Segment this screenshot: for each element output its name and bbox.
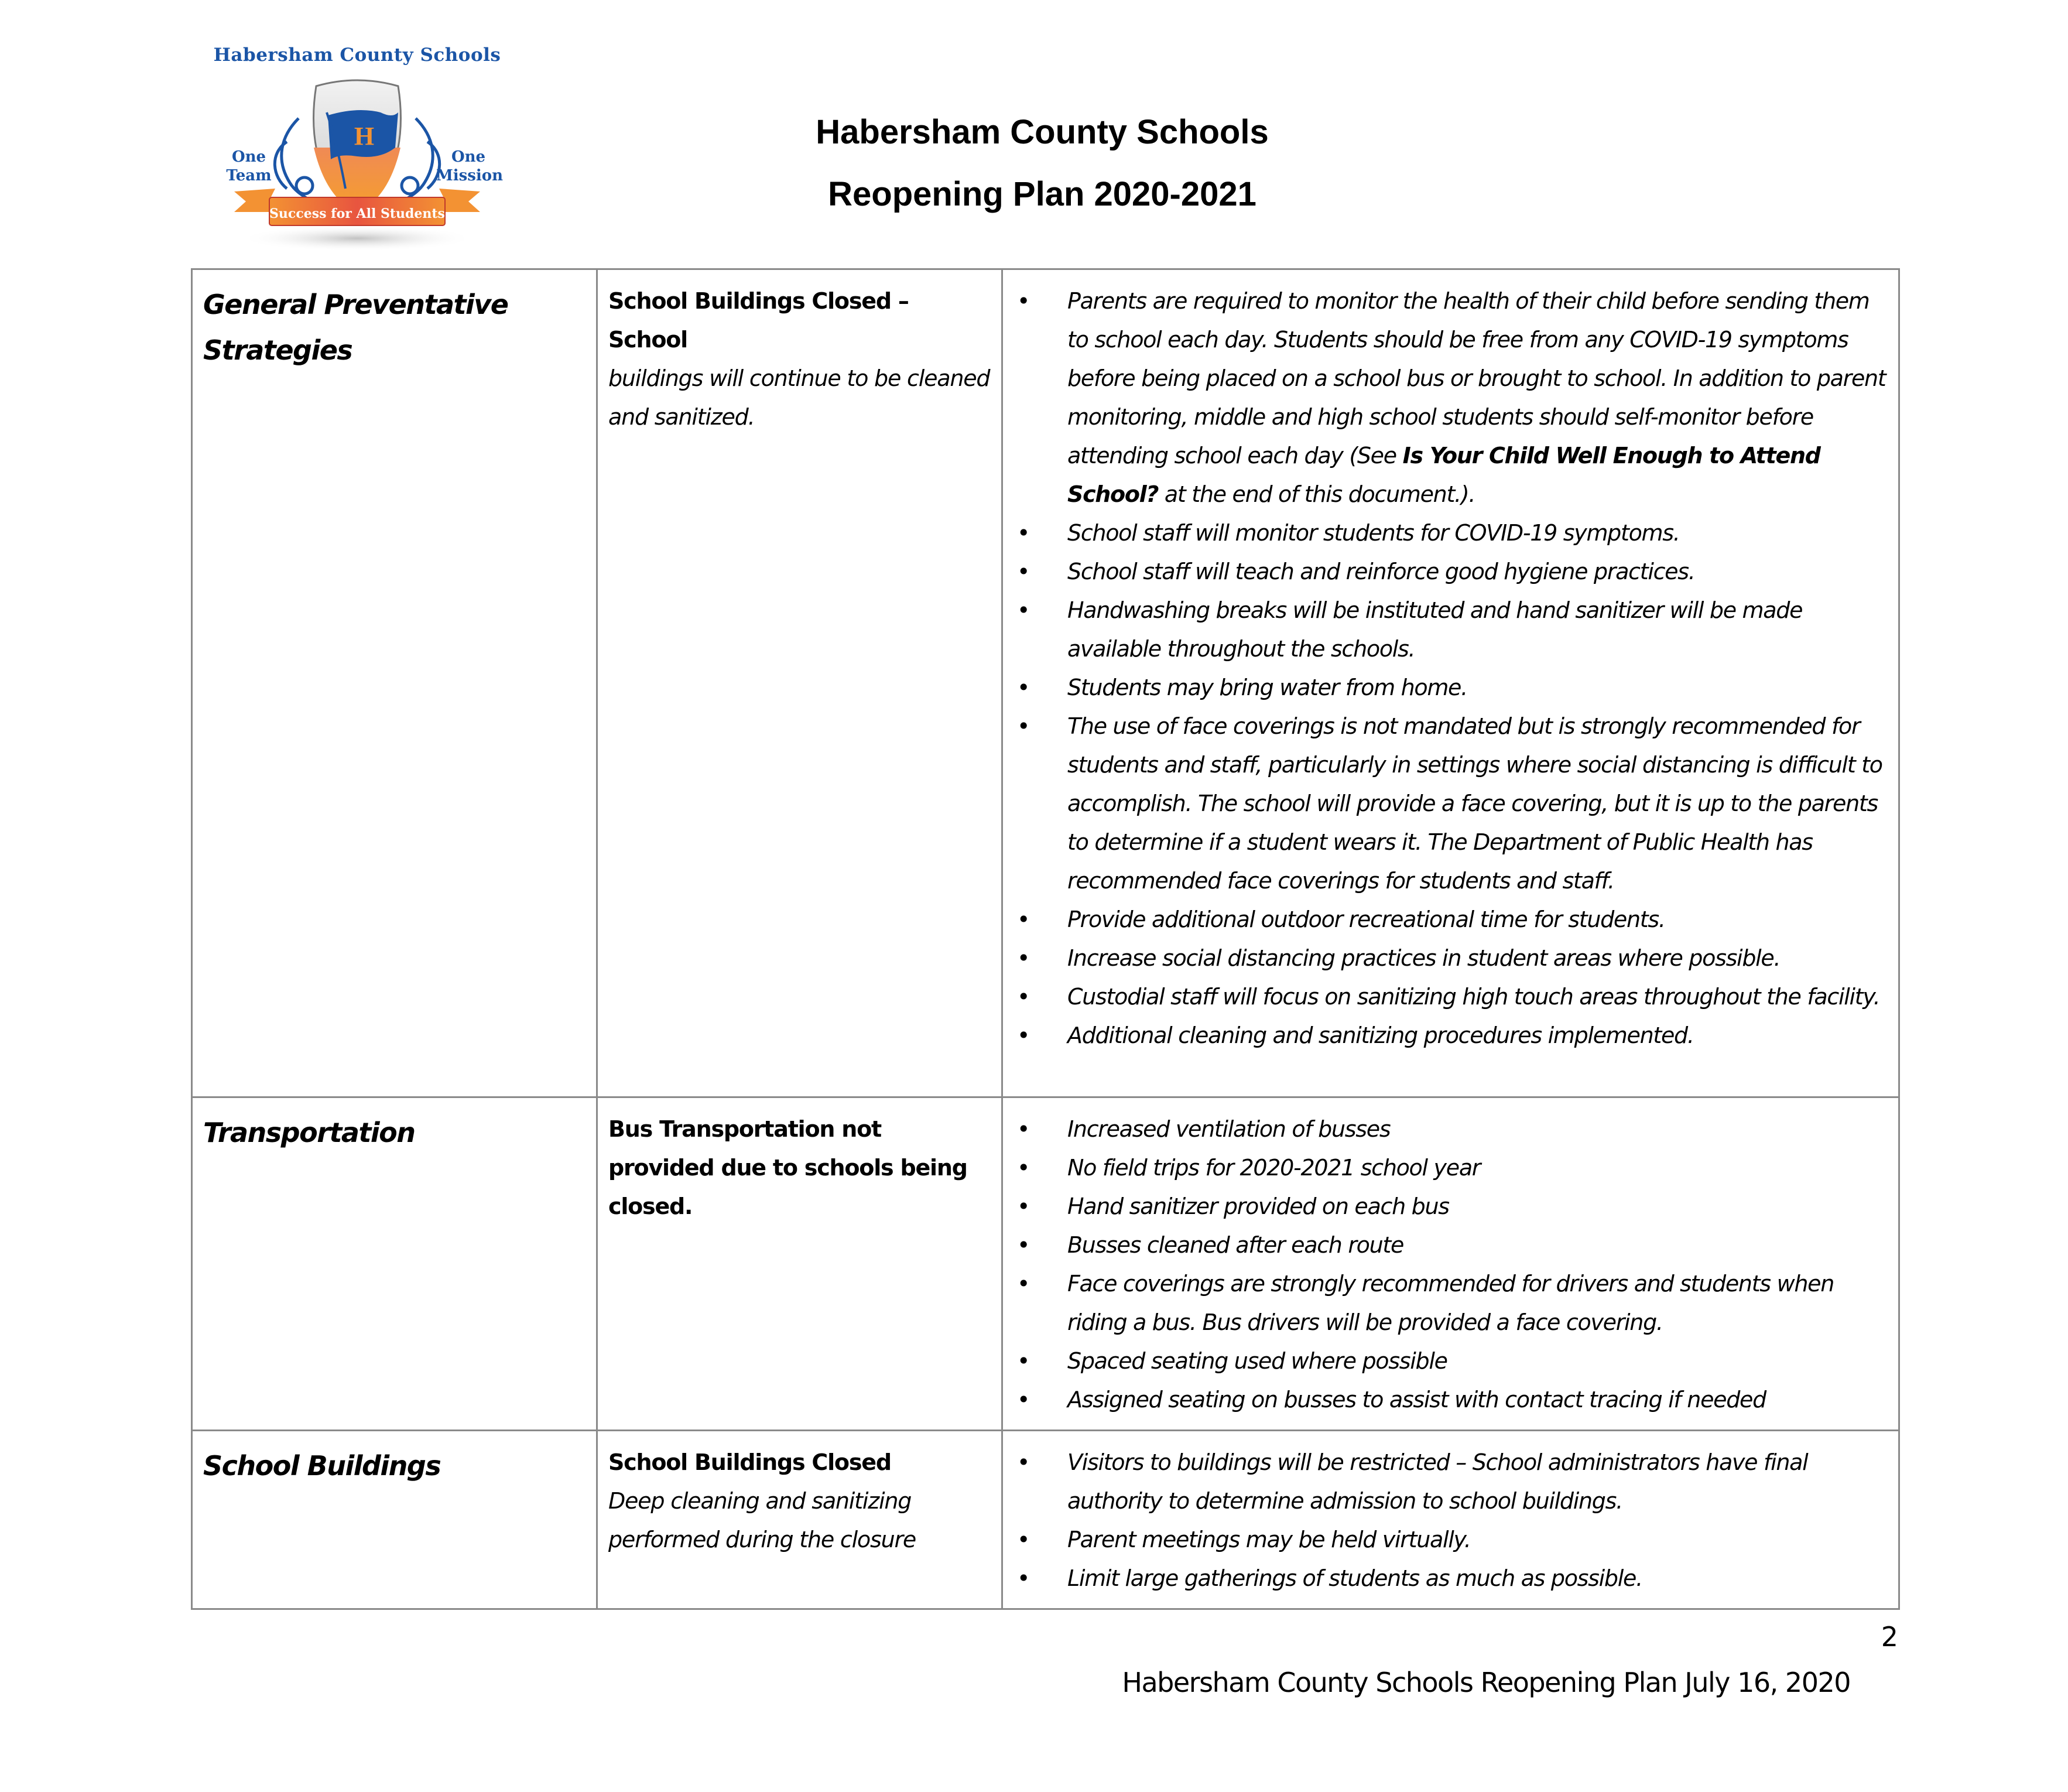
bullet-icon: • [1017, 713, 1030, 739]
measures-cell [1002, 1097, 1899, 1431]
table-row [192, 1431, 1899, 1609]
list-item: • Limit large gatherings of students as much as possible. [1014, 1559, 1888, 1598]
category-cell [192, 269, 597, 1097]
status-detail: Deep cleaning and sanitizing performed during the closure [608, 1488, 916, 1552]
status-heading: School Buildings Closed – School [608, 288, 909, 353]
category-label: School Buildings [203, 1450, 441, 1482]
bullet-icon: • [1017, 1232, 1030, 1258]
bullet-icon: • [1017, 1387, 1030, 1413]
bullet-icon: • [1017, 1155, 1030, 1181]
logo-motto-right: One Mission [436, 148, 504, 184]
bullet-icon: • [1017, 907, 1030, 932]
measures-cell [1002, 269, 1899, 1097]
bullet-icon: • [1017, 1193, 1030, 1219]
category-cell [192, 1431, 597, 1609]
list-item: • No field trips for 2020-2021 school year [1014, 1148, 1888, 1187]
list-item: • Parents are required to monitor the health of their child before sending them to school each day. Students should be free from any COVID-19 symptoms before being placed on a school bus or brought to school. In addition to parent monitoring, middle and high school students should self-monitor before attending school each day (See Is Your Child Well Enough to Attend School? at the end of this document.). [1014, 282, 1888, 514]
measures-list [1014, 1443, 1888, 1598]
bullet-icon: • [1017, 1565, 1030, 1591]
bullet-icon: • [1017, 1022, 1030, 1048]
status-heading: Bus Transportation not provided due to schools being closed. [608, 1116, 967, 1219]
status-cell [597, 269, 1002, 1097]
list-item: • Increased ventilation of busses [1014, 1110, 1888, 1148]
list-item: • Busses cleaned after each route [1014, 1226, 1888, 1264]
referenced-document-title: Is Your Child Well Enough to Attend School? [1067, 443, 1820, 507]
bullet-icon: • [1017, 1271, 1030, 1297]
svg-text:H: H [354, 122, 375, 151]
list-item: • Increase social distancing practices in student areas where possible. [1014, 939, 1888, 977]
list-item: • Assigned seating on busses to assist with contact tracing if needed [1014, 1380, 1888, 1419]
bullet-icon: • [1017, 1527, 1030, 1552]
table-row [192, 1097, 1899, 1431]
bullet-icon: • [1017, 1348, 1030, 1374]
logo-title: Habersham County Schools [213, 45, 501, 66]
logo-banner-text: Success for All Students [269, 206, 445, 221]
list-item: • Spaced seating used where possible [1014, 1342, 1888, 1380]
page-number: 2 [1881, 1621, 1898, 1653]
table-row [192, 269, 1899, 1097]
page-footer: Habersham County Schools Reopening Plan July 16, 2020 [1122, 1667, 1850, 1698]
category-cell [192, 1097, 597, 1431]
page-subtitle: Reopening Plan 2020-2021 [828, 175, 1256, 213]
list-item: • Visitors to buildings will be restricted – School administrators have final authority to determine admission to school buildings. [1014, 1443, 1888, 1520]
list-item: • Provide additional outdoor recreational time for students. [1014, 900, 1888, 939]
category-label: Transportation [203, 1117, 415, 1148]
district-logo [211, 36, 504, 259]
list-item: • Parent meetings may be held virtually. [1014, 1520, 1888, 1559]
bullet-icon: • [1017, 675, 1030, 700]
bullet-icon: • [1017, 520, 1030, 546]
logo-motto-left: One Team [226, 148, 272, 184]
status-heading: School Buildings Closed [608, 1449, 891, 1475]
status-detail: buildings will continue to be cleaned and sanitized. [608, 365, 990, 430]
list-item: • School staff will teach and reinforce good hygiene practices. [1014, 552, 1888, 591]
measures-cell [1002, 1431, 1899, 1609]
list-item: • Students may bring water from home. [1014, 668, 1888, 707]
bullet-icon: • [1017, 1116, 1030, 1142]
measures-list [1014, 1110, 1888, 1419]
measures-list [1014, 282, 1888, 1055]
list-item: • Hand sanitizer provided on each bus [1014, 1187, 1888, 1226]
list-item: • Face coverings are strongly recommended for drivers and students when riding a bus. Bus drivers will be provided a face covering. [1014, 1264, 1888, 1342]
list-item: • Additional cleaning and sanitizing procedures implemented. [1014, 1016, 1888, 1055]
bullet-icon: • [1017, 559, 1030, 584]
reopening-plan-table [191, 268, 1900, 1610]
bullet-icon: • [1017, 288, 1030, 314]
bullet-icon: • [1017, 597, 1030, 623]
list-item: • Handwashing breaks will be instituted and hand sanitizer will be made available throughout the schools. [1014, 591, 1888, 668]
list-item: • School staff will monitor students for COVID-19 symptoms. [1014, 514, 1888, 552]
category-label: General Preventative Strategies [203, 289, 508, 366]
bullet-icon: • [1017, 1449, 1030, 1475]
list-item: • The use of face coverings is not mandated but is strongly recommended for students and staff, particularly in settings where social distancing is difficult to accomplish. The school will provide a face covering, but it is up to the parents to determine if a student wears it. The Department of Public Health has recommended face coverings for students and staff. [1014, 707, 1888, 900]
bullet-icon: • [1017, 984, 1030, 1010]
list-item: • Custodial staff will focus on sanitizing high touch areas throughout the facility. [1014, 977, 1888, 1016]
bullet-icon: • [1017, 945, 1030, 971]
status-cell [597, 1431, 1002, 1609]
status-cell [597, 1097, 1002, 1431]
page-title: Habersham County Schools [816, 113, 1269, 151]
